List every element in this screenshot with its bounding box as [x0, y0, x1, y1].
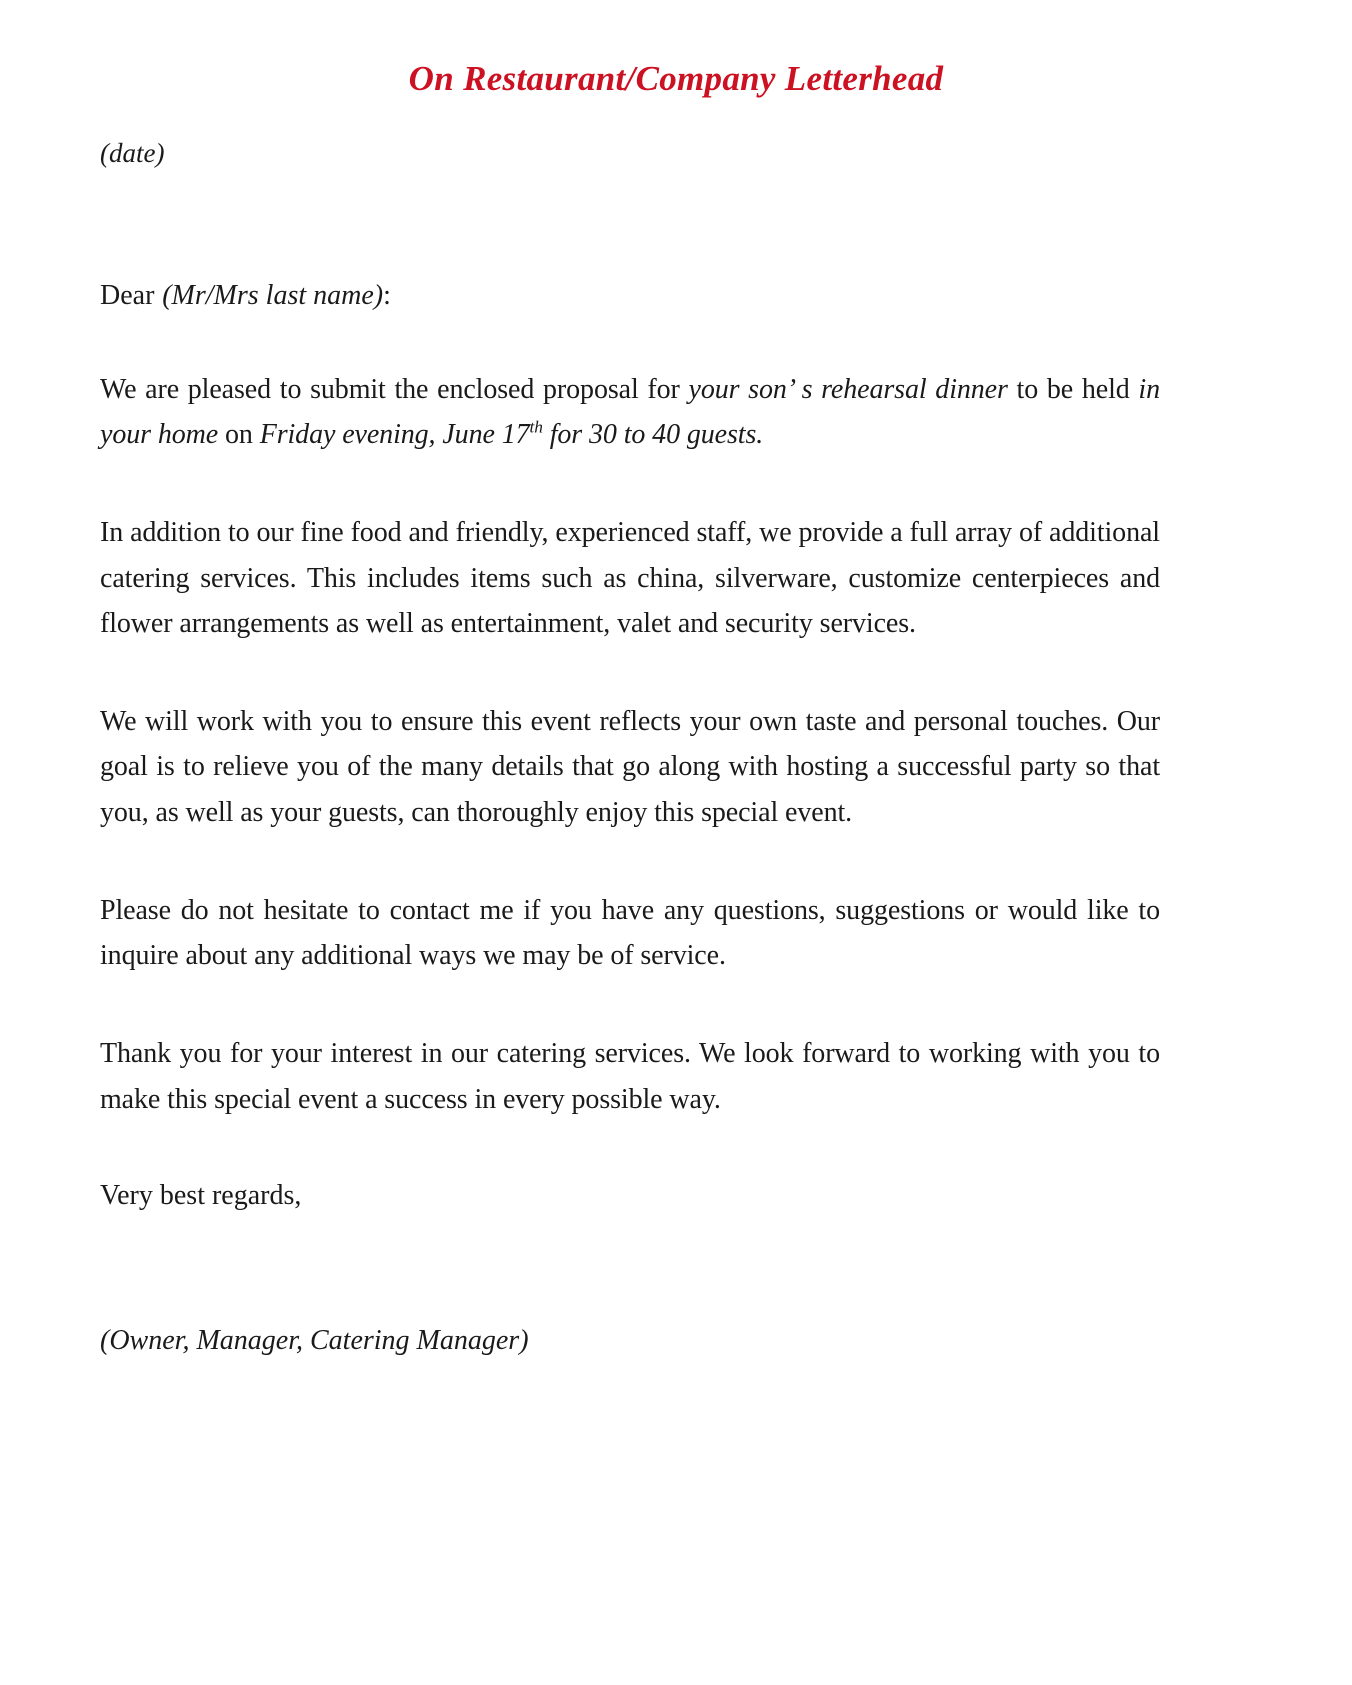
p1-seg-0: We are pleased to submit the enclosed proposal for: [100, 373, 689, 405]
closing-line: Very best regards,: [100, 1180, 302, 1212]
paragraph-services: In addition to our fine food and friendly, experienced staff, we provide a full array of additional catering services. This includes items such as china, silverware, customize centerpieces and flower arrangements as well as entertainment, valet and security services.: [100, 516, 1160, 640]
letterhead-title: On Restaurant/Company Letterhead: [408, 59, 944, 98]
letter-body: [0, 137, 1352, 1360]
salutation-line: [100, 278, 1160, 314]
salutation-greeting: Dear: [100, 280, 155, 312]
paragraph-personal-touch: We will work with you to ensure this event reflects your own taste and personal touches. Our goal is to relieve you of the many details that go along with hosting a successful party so that you, as well as your guests, can thoroughly enjoy this special event.: [100, 705, 1160, 829]
p1-seg-1-event: your son’ s rehearsal dinner: [688, 373, 1008, 405]
p1-seg-5-date: Friday evening, June 17: [259, 419, 530, 451]
paragraph-proposal: [100, 367, 1160, 458]
p1-seg-2: to be held: [1007, 373, 1139, 405]
signature-placeholder: (Owner, Manager, Catering Manager): [100, 1325, 529, 1357]
salutation-punctuation: :: [383, 280, 391, 312]
salutation-recipient-placeholder: (Mr/Mrs last name): [162, 280, 384, 312]
paragraph-contact: Please do not hesitate to contact me if you have any questions, suggestions or would like to inquire about any additional ways we may be of service.: [100, 894, 1160, 972]
p1-seg-7-guests: for 30 to 40 guests.: [542, 419, 764, 451]
p1-seg-6-ordinal-suffix: th: [529, 417, 543, 437]
paragraph-thanks: Thank you for your interest in our catering services. We look forward to working with you to make this special event a success in every possible way.: [100, 1037, 1160, 1115]
p1-seg-3-location: in your home: [100, 373, 1160, 451]
date-placeholder: (date): [100, 137, 165, 168]
p1-seg-4: on: [218, 419, 260, 451]
